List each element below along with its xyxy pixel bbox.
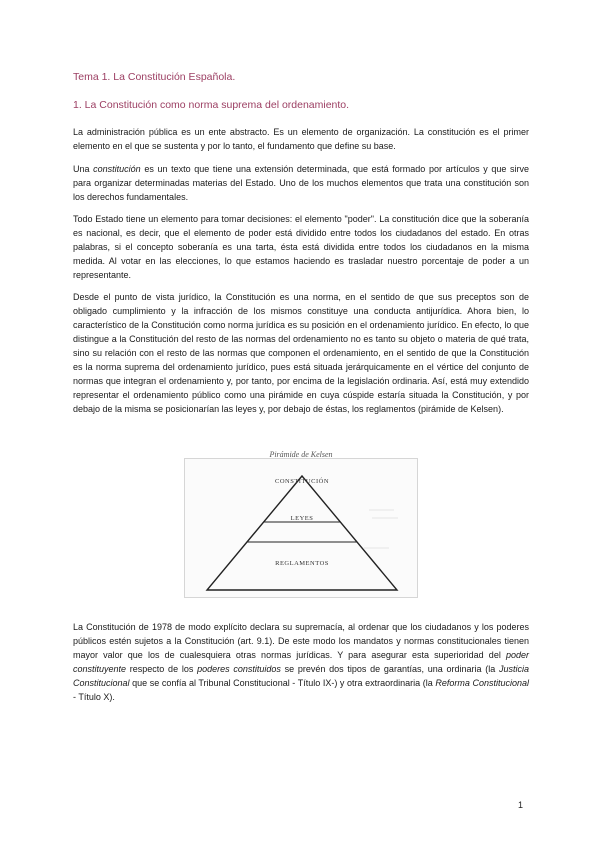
emphasis-justicia-constitucional: Justicia Constitucional xyxy=(73,664,529,688)
page-number: 1 xyxy=(518,800,524,810)
emphasis-reforma-constitucional: Reforma Constitucional xyxy=(435,678,529,688)
pyramid-level-leyes: LEYES xyxy=(290,515,314,522)
paragraph-3: Todo Estado tiene un elemento para tomar decisiones: el elemento "poder". La constitución dice que la soberanía es nacional, es decir, que el elemento de poder está dividido entre todos los ciudadanos del estado. En otras palabras, si el concepto soberanía es una tarta, ésta está dividida entre todos los ciudadanos en la misma medida. Al votar en las elecciones, lo que estamos haciendo es trasladar nuestro porcentaje de poder a un representante. xyxy=(73,214,529,280)
pyramid-level-constitucion: CONSTITUCIÓN xyxy=(274,478,330,485)
emphasis-constitucion: constitución xyxy=(93,164,141,174)
paragraph-2: Una constitución es un texto que tiene una extensión determinada, que está formado por artículos y que sirve para organizar determinadas materias del Estado. Uno de los muchos elementos que trata una constitución son los derechos fundamentales. xyxy=(73,164,530,202)
paragraph-4: Desde el punto de vista jurídico, la Constitución es una norma, en el sentido de que sus preceptos son de obligado cumplimiento y la infracción de los mismos constituye una conducta antijurídica. Ahora bien, lo característico de la Constitución como norma jurídica es su posición en el ordenamiento jurídico. En efecto, lo que distingue a la Constitución del resto de las normas del ordenamiento no es tanto su objeto o materia de qué trata, sino su relación con el resto de las normas que componen el ordenamiento, en el sentido de que la Constitución es la norma suprema del ordenamiento jurídico, pues está situada jerárquicamente en el vértice del conjunto de normas que integran el ordenamiento y, por tanto, por encima de la legislación ordinaria. Así, está muy extendido representar el ordenamiento público como una pirámide en cuya cúspide estaría situada la Constitución, y por debajo de la misma se posicionarían las leyes y, por debajo de éstas, los reglamentos (pirámide de Kelsen). xyxy=(73,292,529,414)
paragraph-5: La Constitución de 1978 de modo explícito declara su supremacía, al ordenar que los ciudadanos y los poderes públicos estén sujetos a la Constitución (art. 9.1). De este modo los mandatos y normas constitucionales tienen mayor valor que los de cualesquiera otras normas jurídicas. Y para asegurar esta superioridad del poder constituyente respecto de los poderes constituidos se prevén dos tipos de garantías, una ordinaria (la Justicia Constitucional que se confía al Tribunal Constitucional - Título IX-) y otra extraordinaria (la Reforma Constitucional - Título X). xyxy=(73,622,529,702)
emphasis-poderes-constituidos: poderes constituidos xyxy=(197,664,281,674)
figure-title: Pirámide de Kelsen xyxy=(269,450,333,459)
kelsen-pyramid-figure xyxy=(184,448,418,598)
document-title: Tema 1. La Constitución Española. xyxy=(73,71,236,83)
paragraph-1: La administración pública es un ente abstracto. Es un elemento de organización. La constitución es el primer elemento en el que se sustenta y por lo tanto, el fundamento que define su base. xyxy=(73,127,529,151)
emphasis-poder-constituyente: poder constituyente xyxy=(73,650,529,674)
pyramid-drawing xyxy=(184,448,418,598)
pyramid-level-reglamentos: REGLAMENTOS xyxy=(275,560,329,567)
section-heading: 1. La Constitución como norma suprema del ordenamiento. xyxy=(73,99,350,111)
